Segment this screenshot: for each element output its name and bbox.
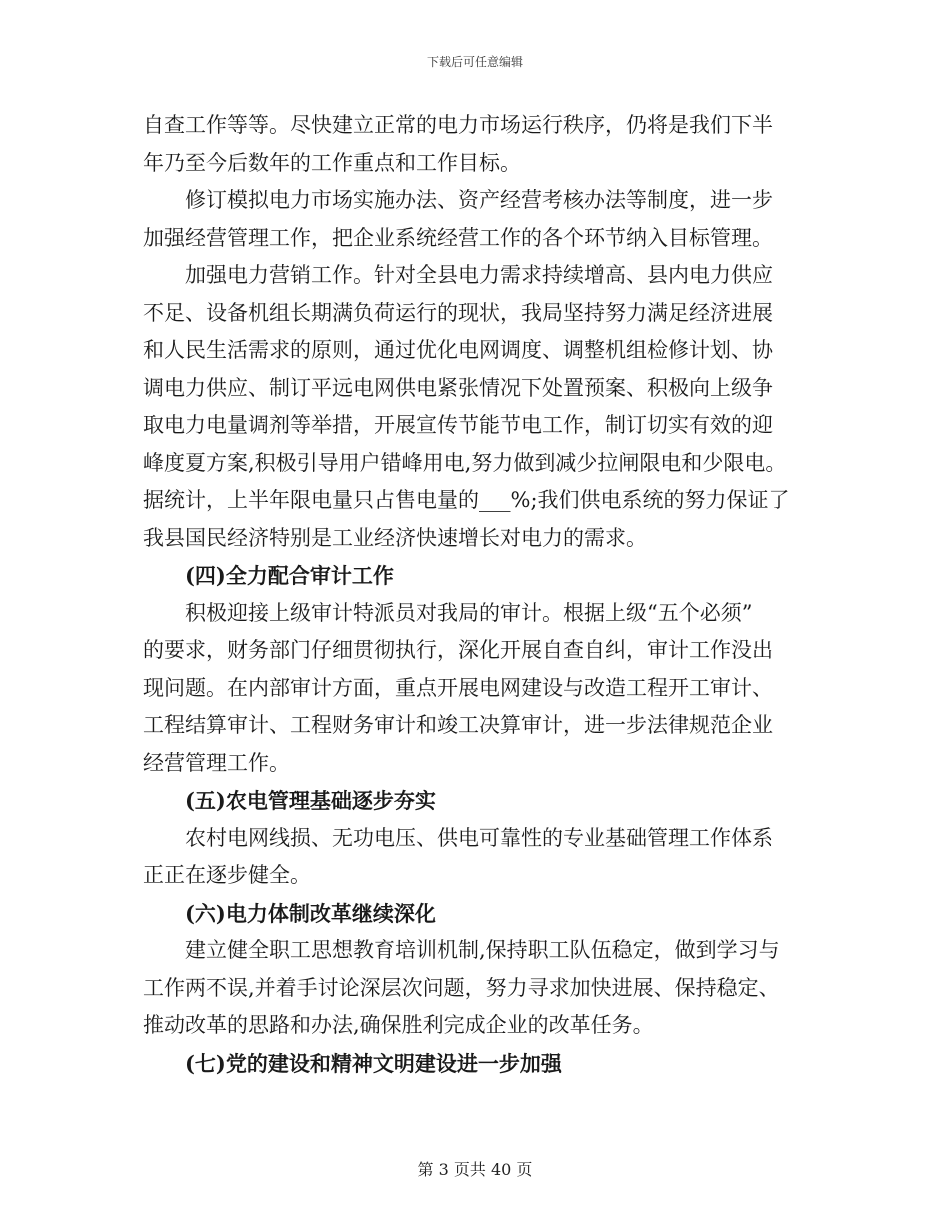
body-text-line: 正正在逐步健全。 [143,863,311,887]
body-text-line: 工程结算审计、工程财务审计和竣工决算审计，进一步法律规范企业 [143,713,773,737]
document-body [143,107,803,1082]
body-text-line: 现问题。在内部审计方面，重点开展电网建设与改造工程开工审计、 [143,675,773,700]
section-heading: (四)全力配合审计工作 [185,563,394,588]
page-header: 下载后可任意编辑 [426,55,523,69]
body-text-line: 工作两不误,并着手讨论深层次问题，努力寻求加快进展、保持稳定、 [143,975,780,1000]
body-text-line: 加强电力营销工作。针对全县电力需求持续增高、县内电力供应 [185,263,773,287]
body-text-line: 积极迎接上级审计特派员对我局的审计。根据上级“五个必须” [185,600,753,625]
section-heading: (五)农电管理基础逐步夯实 [185,788,436,813]
body-text-line: 的要求，财务部门仔细贯彻执行，深化开展自查自纠，审计工作没出 [143,638,773,662]
body-text-line: 农村电网线损、无功电压、供电可靠性的专业基础管理工作体系 [185,825,773,850]
body-text-line: 推动改革的思路和办法,确保胜利完成企业的改革任务。 [143,1013,654,1037]
body-text-line: 我县国民经济特别是工业经济快速增长对电力的需求。 [143,525,647,550]
body-text-line: 调电力供应、制订平远电网供电紧张情况下处置预案、积极向上级争 [143,375,773,400]
body-text-line: 据统计，上半年限电量只占售电量的___%;我们供电系统的努力保证了 [143,488,790,512]
body-text-line: 建立健全职工思想教育培训机制,保持职工队伍稳定，做到学习与 [185,938,780,962]
section-heading: (六)电力体制改革继续深化 [185,900,436,926]
section-heading: (七)党的建设和精神文明建设进一步加强 [185,1050,562,1076]
body-text-line: 取电力电量调剂等举措，开展宣传节能节电工作，制订切实有效的迎 [143,413,773,437]
body-text-line: 自查工作等等。尽快建立正常的电力市场运行秩序，仍将是我们下半 [143,113,773,137]
body-text-line: 修订模拟电力市场实施办法、资产经营考核办法等制度，进一步 [185,188,773,212]
body-text-line: 经营管理工作。 [143,750,290,775]
page-number: 第 3 页共 40 页 [417,1160,533,1179]
body-text-line: 不足、设备机组长期满负荷运行的现状，我局坚持努力满足经济进展 [143,300,773,325]
body-text-line: 和人民生活需求的原则，通过优化电网调度、调整机组检修计划、协 [143,338,773,362]
body-text-line: 峰度夏方案,积极引导用户错峰用电,努力做到减少拉闸限电和少限电。 [143,450,787,475]
body-text-line: 加强经营管理工作，把企业系统经营工作的各个环节纳入目标管理。 [143,225,773,250]
body-text-line: 年乃至今后数年的工作重点和工作目标。 [143,150,521,175]
